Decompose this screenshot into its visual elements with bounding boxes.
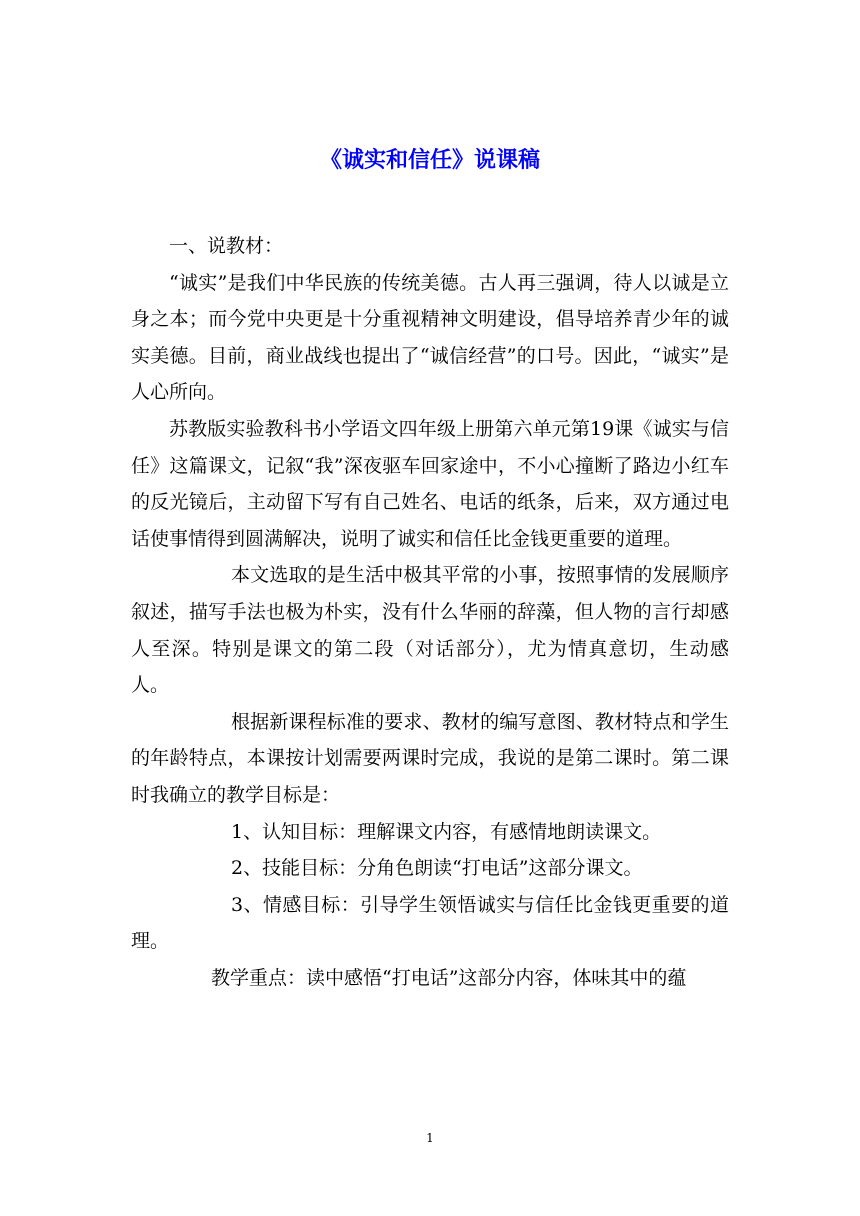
objective-item: 3、情感目标：引导学生领悟诚实与信任比金钱更重要的道理。 bbox=[131, 893, 729, 953]
document-title: 《诚实和信任》说课稿 bbox=[319, 148, 540, 173]
page-number: 1 bbox=[426, 1131, 434, 1145]
paragraph: “诚实”是我们中华民族的传统美德。古人再三强调，待人以诚是立身之本；而今党中央更是十分重视精神文明建设，倡导培养青少年的诚实美德。目前，商业战线也提出了“诚信经营”的口号。因此，“诚实”是人心所向。 bbox=[131, 271, 729, 404]
objective-item: 1、认知目标：理解课文内容，有感情地朗读课文。 bbox=[231, 820, 662, 843]
paragraph: 苏教版实验教科书小学语文四年级上册第六单元第19课《诚实与信任》这篇课文，记叙“我”深夜驱车回家途中，不小心撞断了路边小红车的反光镜后，主动留下写有自己姓名、电话的纸条，后来，双方通过电话使事情得到圆满解决，说明了诚实和信任比金钱更重要的道理。 bbox=[131, 417, 729, 550]
objective-item: 2、技能目标：分角色朗读“打电话”这部分课文。 bbox=[231, 857, 643, 880]
paragraph: 本文选取的是生活中极其平常的小事，按照事情的发展顺序叙述，描写手法也极为朴实，没有什么华丽的辞藻，但人物的言行却感人至深。特别是课文的第二段（对话部分），尤为情真意切，生动感人。 bbox=[131, 564, 729, 697]
paragraph: 根据新课程标准的要求、教材的编写意图、教材特点和学生的年龄特点，本课按计划需要两课时完成，我说的是第二课时。第二课时我确立的教学目标是： bbox=[131, 710, 729, 806]
paragraph: 教学重点：读中感悟“打电话”这部分内容，体味其中的蕴 bbox=[211, 966, 687, 989]
section-heading: 一、说教材： bbox=[169, 235, 284, 257]
document-body bbox=[131, 228, 729, 996]
